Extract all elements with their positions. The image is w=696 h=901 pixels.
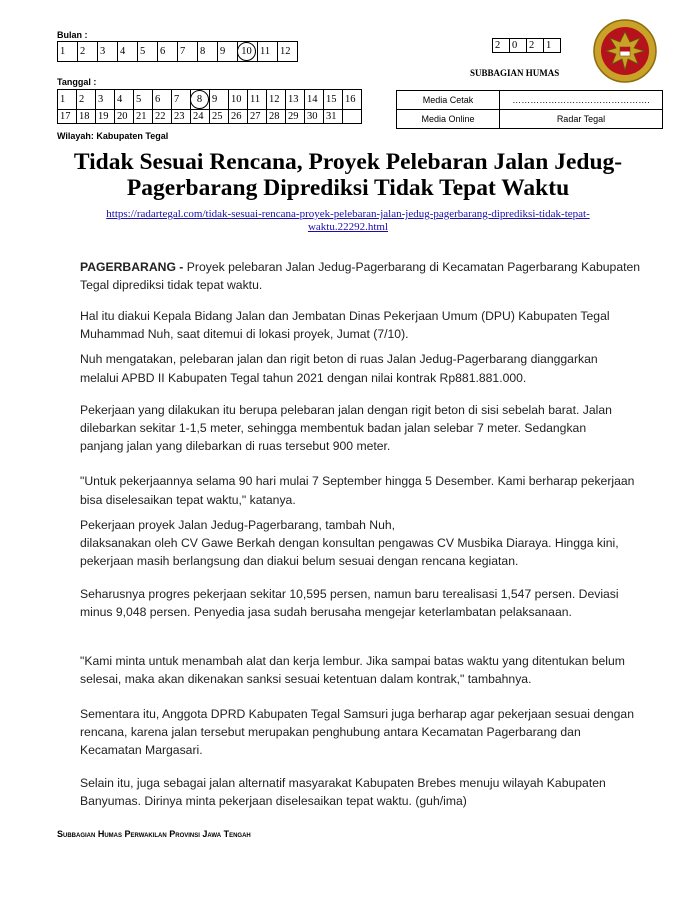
- day-cell: 21: [134, 110, 153, 124]
- month-cell: 3: [98, 42, 118, 62]
- paragraph-2-line-1: Hal itu diakui Kepala Bidang Jalan dan Jembatan Dinas Pekerjaan Umum (DPU) Kabupaten Tegal: [80, 309, 610, 323]
- year-digit-cell: 0: [510, 39, 527, 53]
- day-cell: 17: [58, 110, 77, 124]
- day-cell: 26: [229, 110, 248, 124]
- paragraph-10-line-1: Selain itu, juga sebagai jalan alternatif masyarakat Kabupaten Brebes menuju wilayah Kabupaten: [80, 776, 606, 790]
- garuda-emblem-icon: [592, 18, 658, 84]
- article-url[interactable]: [60, 208, 636, 234]
- day-cell: 9: [210, 90, 229, 110]
- day-cell: 6: [153, 90, 172, 110]
- day-cell: 16: [343, 90, 362, 110]
- month-cell: 4: [118, 42, 138, 62]
- month-cell: 5: [138, 42, 158, 62]
- selected-circle: 8: [190, 90, 209, 109]
- paragraph-5-line-1: "Untuk pekerjaannya selama 90 hari mulai 7 September hingga 5 Desember. Kami berharap pekerjaan: [80, 474, 635, 488]
- wilayah-label: Wilayah: Kabupaten Tegal: [57, 131, 169, 141]
- paragraph-4-line-2: dilebarkan sekitar 1-1,5 meter, sehingga membentuk badan jalan selebar 7 meter. Sedangkan: [80, 421, 587, 435]
- paragraph-8-line-2: selesai, maka akan dikenakan sanksi sesuai ketentuan dalam kontrak," tambahnya.: [80, 672, 532, 686]
- year-digit-cell: 2: [493, 39, 510, 53]
- paragraph-9-line-2: rencana, karena jalan tersebut merupakan penghubung antara Kecamatan Pagerbarang dan: [80, 725, 581, 739]
- day-cell: 12: [267, 90, 286, 110]
- day-cell: 15: [324, 90, 343, 110]
- paragraph-1-text: Proyek pelebaran Jalan Jedug-Pagerbarang di Kecamatan Pagerbarang Kabupaten: [183, 260, 641, 274]
- tanggal-label: Tanggal :: [57, 77, 97, 87]
- month-cell: [238, 42, 258, 62]
- year-digit-cell: 1: [544, 39, 561, 53]
- day-cell: 27: [248, 110, 267, 124]
- day-cell: 1: [58, 90, 77, 110]
- article-title: [40, 149, 656, 201]
- month-cell: 8: [198, 42, 218, 62]
- day-cell: 18: [77, 110, 96, 124]
- day-cell: 7: [172, 90, 191, 110]
- month-cell: 6: [158, 42, 178, 62]
- paragraph-4-line-3: panjang jalan yang dilebarkan di ruas tersebut 900 meter.: [80, 439, 391, 453]
- day-cell: [343, 110, 362, 124]
- day-cell: 29: [286, 110, 305, 124]
- month-cell: 1: [58, 42, 78, 62]
- url-line-1[interactable]: https://radartegal.com/tidak-sesuai-rencana-proyek-pelebaran-jalan-jedug-pagerbarang-diprediksi-tidak-tepat-: [106, 208, 590, 220]
- paragraph-8-line-1: "Kami minta untuk menambah alat dan kerja lembur. Jika sampai batas waktu yang ditentukan belum: [80, 654, 625, 668]
- footer-text: Subbagian Humas Perwakilan Provinsi Jawa Tengah: [57, 829, 251, 839]
- day-cell: 11: [248, 90, 267, 110]
- paragraph-1-line-2: Tegal diprediksi tidak tepat waktu.: [80, 278, 263, 292]
- paragraph-3-line-2: melalui APBD II Kabupaten Tegal tahun 2021 dengan nilai kontrak Rp881.881.000.: [80, 371, 527, 385]
- paragraph-5-line-2: bisa diselesaikan tepat waktu," katanya.: [80, 493, 296, 507]
- department-label: SUBBAGIAN HUMAS: [470, 68, 560, 78]
- day-cell: 19: [96, 110, 115, 124]
- day-cell: 28: [267, 110, 286, 124]
- day-cell: [191, 90, 210, 110]
- paragraph-6-line-3: pekerjaan masih berlangsung dan diakui belum sesuai dengan rencana kegiatan.: [80, 554, 519, 568]
- day-cell: 31: [324, 110, 343, 124]
- paragraph-7-line-1: Seharusnya progres pekerjaan sekitar 10,595 persen, namun baru terealisasi 1,547 persen. Deviasi: [80, 587, 619, 601]
- media-cetak-value: ……………………………………….: [500, 91, 663, 110]
- paragraph-1-line-1: [80, 258, 660, 276]
- day-cell: 3: [96, 90, 115, 110]
- month-cell: 7: [178, 42, 198, 62]
- paragraph-7-line-2: minus 9,048 persen. Penyedia jasa sudah berusaha mengejar keterlambatan pelaksanaan.: [80, 605, 572, 619]
- month-cell: 2: [78, 42, 98, 62]
- paragraph-6-line-2: dilaksanakan oleh CV Gawe Berkah dengan konsultan pengawas CV Musbika Diaraya. Hingga kini,: [80, 536, 619, 550]
- month-cell: 9: [218, 42, 238, 62]
- title-line-2: Pagerbarang Diprediksi Tidak Tepat Waktu: [126, 175, 570, 201]
- day-cell: 10: [229, 90, 248, 110]
- paragraph-4-line-1: Pekerjaan yang dilakukan itu berupa pelebaran jalan dengan rigit beton di sisi sebelah barat. Jalan: [80, 403, 612, 417]
- year-box: [492, 38, 561, 53]
- day-cell: 22: [153, 110, 172, 124]
- media-cetak-label: Media Cetak: [397, 91, 500, 110]
- day-cell: 4: [115, 90, 134, 110]
- paragraph-3-line-1: Nuh mengatakan, pelebaran jalan dan rigit beton di ruas Jalan Jedug-Pagerbarang dianggarkan: [80, 352, 598, 366]
- day-grid: [57, 89, 362, 124]
- title-line-1: Tidak Sesuai Rencana, Proyek Pelebaran Jalan Jedug-: [73, 149, 623, 175]
- media-table: [396, 90, 663, 129]
- month-cell: 12: [278, 42, 298, 62]
- paragraph-9-line-3: Kecamatan Margasari.: [80, 743, 203, 757]
- selected-circle: 10: [237, 42, 256, 61]
- day-cell: 14: [305, 90, 324, 110]
- day-cell: 23: [172, 110, 191, 124]
- day-cell: 30: [305, 110, 324, 124]
- month-grid: [57, 41, 298, 62]
- day-cell: 25: [210, 110, 229, 124]
- paragraph-6-line-1: Pekerjaan proyek Jalan Jedug-Pagerbarang, tambah Nuh,: [80, 518, 396, 532]
- bulan-label: Bulan :: [57, 30, 88, 40]
- day-cell: 24: [191, 110, 210, 124]
- day-cell: 2: [77, 90, 96, 110]
- month-cell: 11: [258, 42, 278, 62]
- media-online-label: Media Online: [397, 110, 500, 129]
- paragraph-9-line-1: Sementara itu, Anggota DPRD Kabupaten Tegal Samsuri juga berharap agar pekerjaan sesuai dengan: [80, 707, 634, 721]
- day-cell: 5: [134, 90, 153, 110]
- media-online-value: Radar Tegal: [500, 110, 663, 129]
- day-cell: 20: [115, 110, 134, 124]
- day-cell: 13: [286, 90, 305, 110]
- paragraph-10-line-2: Banyumas. Dirinya minta pekerjaan diselesaikan tepat waktu. (guh/ima): [80, 794, 467, 808]
- url-line-2[interactable]: waktu.22292.html: [307, 221, 389, 233]
- year-digit-cell: 2: [527, 39, 544, 53]
- dateline: PAGERBARANG -: [80, 260, 184, 274]
- paragraph-2-line-2: Muhammad Nuh, saat ditemui di lokasi proyek, Jumat (7/10).: [80, 327, 409, 341]
